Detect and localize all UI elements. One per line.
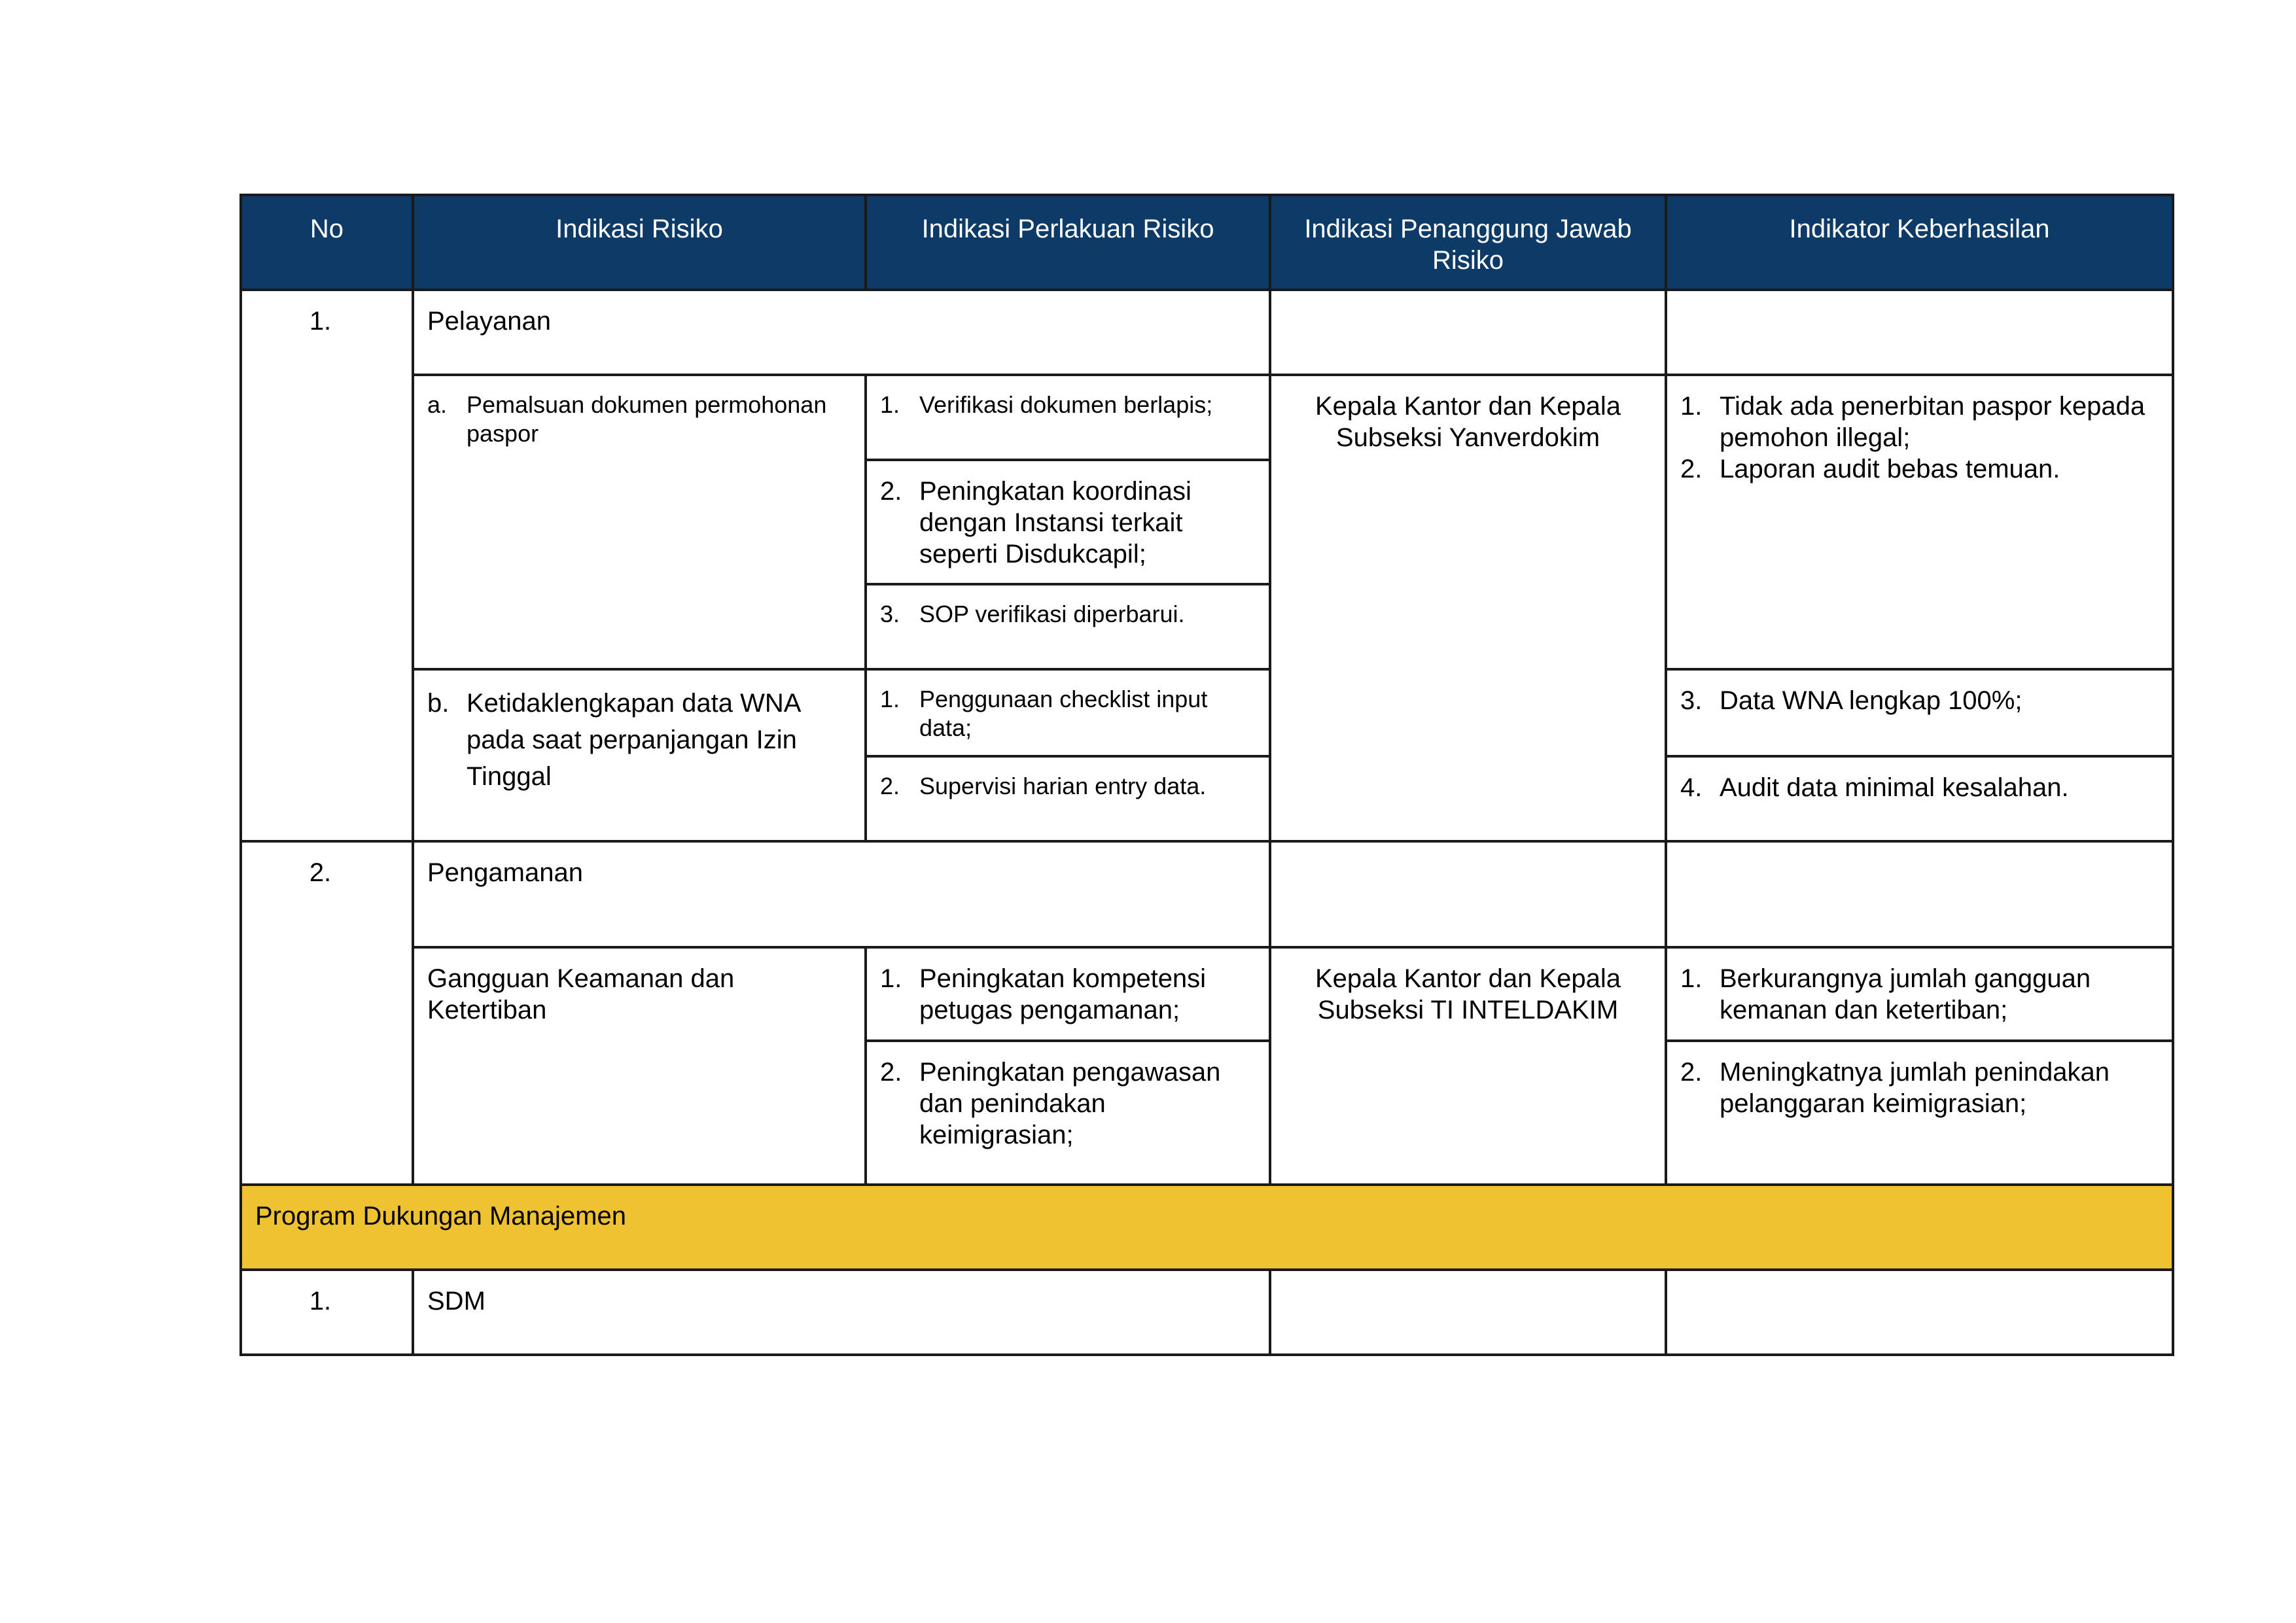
risk-cell bbox=[413, 669, 866, 841]
indicator-text: Berkurangnya jumlah gangguan kemanan dan ketertiban; bbox=[1720, 964, 2091, 1024]
indicator-text: Audit data minimal kesalahan. bbox=[1720, 773, 2069, 802]
indicator-text: Data WNA lengkap 100%; bbox=[1720, 686, 2022, 715]
responsible-text: Kepala Kantor dan Kepala Subseksi Yanverdokim bbox=[1315, 392, 1621, 452]
table-row bbox=[241, 841, 2173, 947]
risk-marker: a. bbox=[427, 391, 448, 418]
risk-item bbox=[414, 671, 864, 801]
table-row bbox=[241, 1270, 2173, 1355]
treatment-cell bbox=[866, 460, 1270, 584]
treatment-cell bbox=[866, 375, 1270, 460]
table-row bbox=[241, 669, 2173, 756]
empty-cell bbox=[1666, 290, 2173, 375]
group-title-cell bbox=[413, 841, 1270, 947]
risk-text: Gangguan Keamanan dan Ketertiban bbox=[427, 964, 735, 1024]
treatment-item bbox=[867, 758, 1269, 807]
treatment-cell bbox=[866, 756, 1270, 841]
treatment-marker: 1. bbox=[880, 686, 900, 712]
risk-item bbox=[414, 376, 864, 455]
group-title-cell bbox=[413, 290, 1270, 375]
risk-text: Pemalsuan dokumen permohonan paspor bbox=[467, 391, 827, 447]
row-number-cell bbox=[241, 290, 413, 841]
indicator-marker: 1. bbox=[1680, 392, 1703, 421]
treatment-marker: 1. bbox=[880, 964, 902, 993]
responsible-cell bbox=[1270, 947, 1666, 1185]
indicator-list bbox=[1667, 376, 2172, 491]
risk-cell bbox=[413, 947, 866, 1185]
row-number-cell bbox=[241, 1270, 413, 1355]
indicator-cell bbox=[1666, 756, 2173, 841]
table-row bbox=[241, 947, 2173, 1041]
treatment-marker: 2. bbox=[880, 1058, 902, 1087]
indicator-marker: 3. bbox=[1680, 686, 1703, 715]
indicator-item bbox=[1667, 1042, 2172, 1126]
empty-cell bbox=[1666, 841, 2173, 947]
risk-text: Ketidaklengkapan data WNA pada saat perpanjangan Izin Tinggal bbox=[467, 689, 800, 791]
empty-cell bbox=[1270, 290, 1666, 375]
treatment-item bbox=[867, 949, 1269, 1032]
responsible-text: Kepala Kantor dan Kepala Subseksi TI INTELDAKIM bbox=[1315, 964, 1621, 1024]
treatment-cell bbox=[866, 1041, 1270, 1185]
treatment-marker: 3. bbox=[880, 601, 900, 627]
treatment-item bbox=[867, 585, 1269, 635]
treatment-item bbox=[867, 461, 1269, 576]
responsible-cell bbox=[1270, 375, 1666, 841]
section-row bbox=[241, 1185, 2173, 1270]
table-row bbox=[241, 290, 2173, 375]
header-indikasi-perlakuan-risiko: Indikasi Perlakuan Risiko bbox=[866, 195, 1270, 290]
empty-cell bbox=[1270, 841, 1666, 947]
group-title-cell bbox=[413, 1270, 1270, 1355]
treatment-text: Peningkatan pengawasan dan penindakan keimigrasian; bbox=[919, 1058, 1221, 1149]
group-title: Pengamanan bbox=[427, 858, 583, 887]
section-title-cell bbox=[241, 1185, 2173, 1270]
indicator-text: Meningkatnya jumlah penindakan pelanggaran keimigrasian; bbox=[1720, 1058, 2110, 1118]
header-indikator-keberhasilan: Indikator Keberhasilan bbox=[1666, 195, 2173, 290]
group-title: SDM bbox=[427, 1287, 486, 1316]
treatment-text: Peningkatan koordinasi dengan Instansi terkait seperti Disdukcapil; bbox=[919, 477, 1192, 568]
treatment-text: SOP verifikasi diperbarui. bbox=[919, 601, 1185, 627]
indicator-cell bbox=[1666, 947, 2173, 1041]
treatment-marker: 2. bbox=[880, 477, 902, 506]
indicator-item bbox=[1667, 671, 2172, 723]
indicator-text: Laporan audit bebas temuan. bbox=[1720, 455, 2060, 483]
treatment-cell bbox=[866, 947, 1270, 1041]
indicator-item bbox=[1680, 453, 2159, 485]
indicator-cell bbox=[1666, 669, 2173, 756]
treatment-item bbox=[867, 671, 1269, 749]
table-row bbox=[241, 375, 2173, 460]
header-row bbox=[241, 195, 2173, 290]
indicator-cell bbox=[1666, 1041, 2173, 1185]
risk-marker: b. bbox=[427, 689, 450, 718]
indicator-item bbox=[1680, 391, 2159, 453]
treatment-cell bbox=[866, 669, 1270, 756]
indicator-marker: 4. bbox=[1680, 773, 1703, 802]
treatment-item bbox=[867, 1042, 1269, 1157]
indicator-item bbox=[1667, 949, 2172, 1032]
treatment-marker: 1. bbox=[880, 391, 900, 418]
header-indikasi-risiko: Indikasi Risiko bbox=[413, 195, 866, 290]
treatment-text: Peningkatan kompetensi petugas pengamanan; bbox=[919, 964, 1207, 1024]
row-number-cell bbox=[241, 841, 413, 1185]
treatment-marker: 2. bbox=[880, 773, 900, 799]
treatment-text: Penggunaan checklist input data; bbox=[919, 686, 1208, 741]
treatment-cell bbox=[866, 584, 1270, 669]
risk-cell bbox=[413, 375, 866, 669]
row-number: 2. bbox=[309, 858, 332, 887]
header-penanggung-jawab: Indikasi Penanggung Jawab Risiko bbox=[1270, 195, 1666, 290]
indicator-cell bbox=[1666, 375, 2173, 669]
treatment-text: Supervisi harian entry data. bbox=[919, 773, 1207, 799]
group-title: Pelayanan bbox=[427, 307, 552, 336]
treatment-text: Verifikasi dokumen berlapis; bbox=[919, 391, 1213, 418]
indicator-item bbox=[1667, 758, 2172, 810]
row-number: 1. bbox=[309, 307, 332, 336]
indicator-marker: 2. bbox=[1680, 1058, 1703, 1087]
empty-cell bbox=[1270, 1270, 1666, 1355]
row-number: 1. bbox=[309, 1287, 332, 1316]
treatment-item bbox=[867, 376, 1269, 426]
risk-table bbox=[239, 194, 2174, 1356]
indicator-marker: 2. bbox=[1680, 455, 1703, 483]
indicator-marker: 1. bbox=[1680, 964, 1703, 993]
indicator-text: Tidak ada penerbitan paspor kepada pemohon illegal; bbox=[1720, 392, 2146, 452]
header-no: No bbox=[241, 195, 413, 290]
section-title: Program Dukungan Manajemen bbox=[255, 1202, 626, 1230]
empty-cell bbox=[1666, 1270, 2173, 1355]
